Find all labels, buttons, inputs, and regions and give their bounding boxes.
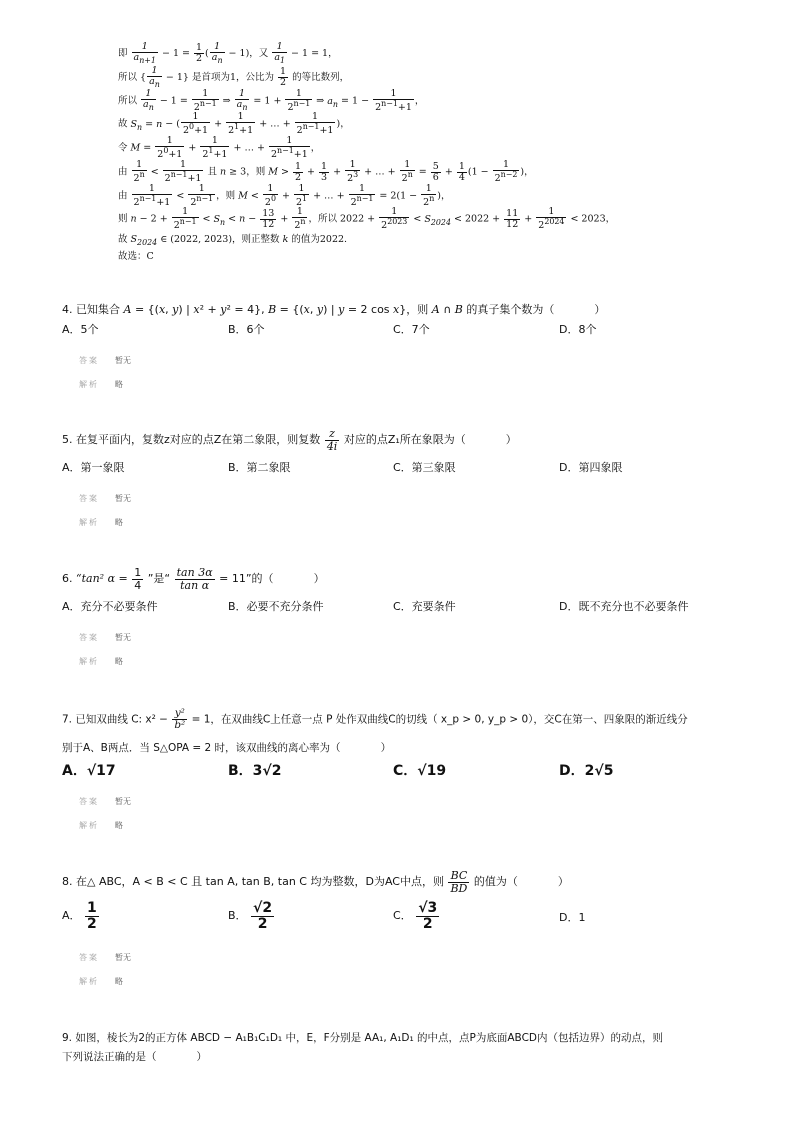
- answer-label: 答案: [79, 633, 99, 642]
- analysis-label: 解析: [79, 977, 99, 986]
- answer-label: 答案: [79, 953, 99, 962]
- question-stem: 4. 已知集合 A = {(x, y) | x² + y² = 4}, B = {(x, y) | y = 2 cos x}，则 A ∩ B 的真子集个数为（ ）: [62, 303, 606, 316]
- solution-line-10: 故选：C: [118, 251, 154, 262]
- solution-line-6: 由 $\frac{1}{2^n}$ < $\frac{1}{2^{n-1}+1}$ 且 n ≥ 3，则 M > $\frac{1}{2}$ + $\frac{1}{3}$ + $\frac{1}{2^3}$ + … + $\frac{1}{2^n}$ = $\frac{5}{6}$ + $\frac{1}{4}$ (1 − $\frac{1}{2^{n-2}}$ )，: [118, 159, 534, 185]
- option-a: A．第一象限: [62, 461, 125, 474]
- analysis-value: 略: [115, 380, 123, 389]
- question-stem: 5. 在复平面内，复数z对应的点Z在第二象限，则复数 $\frac{z}{4i}$ 对应的点Z₁所在象限为（ ）: [62, 427, 517, 453]
- question-stem-line-2: 下列说法正确的是（ ）: [62, 1051, 207, 1063]
- option-a: A． $\frac{1}{2}$: [62, 900, 97, 932]
- answer-value: 暂无: [115, 953, 131, 962]
- answer-label: 答案: [79, 797, 99, 806]
- option-d: D．2√5: [559, 763, 614, 779]
- option-b: B． $\frac{√2}{2}$: [228, 900, 273, 932]
- option-d: D．第四象限: [559, 461, 623, 474]
- solution-line-8: 则 n − 2 + $\frac{1}{2^{n-1}}$ < $S_n < n$ − $\frac{13}{12}$ + $\frac{1}{2^n}$ ，所以 2022 + $\frac{1}{2^{2023}}$ < $S_{2024} < 2022$ + $\frac{11}{12}$ + $\frac{1}{2^{2024}}$ < 2023，: [118, 206, 616, 232]
- answer-value: 暂无: [115, 797, 131, 806]
- question-stem-line-1: 7. 已知双曲线 C: x² − $\frac{\text{y²}}{\text{b²}}$ = 1，在双曲线C上任意一点 P 处作双曲线C的切线（ x_p > 0, y_p > 0），交C在第一、四象限的渐近线分: [62, 707, 688, 732]
- option-b: B．3√2: [228, 763, 282, 779]
- analysis-value: 略: [115, 518, 123, 527]
- answer-label: 答案: [79, 494, 99, 503]
- solution-line-1: 即 $\frac{1}{a_{n+1}}$ − 1 = $\frac{1}{2}$ ( $\frac{1}{a_n}$ − 1)，又 $\frac{1}{a_1}$ − 1 = 1，: [118, 41, 338, 65]
- analysis-label: 解析: [79, 380, 99, 389]
- analysis-label: 解析: [79, 821, 99, 830]
- question-stem: 8. 在△ ABC，A < B < C 且 tan A, tan B, tan C 均为整数，D为AC中点，则 $\frac{BC}{BD}$ 的值为（ ）: [62, 869, 569, 895]
- solution-line-5: 令 M = $\frac{1}{2^0+1}$ + $\frac{1}{2^1+1}$ + … + $\frac{1}{2^{n-1}+1}$ ，: [118, 135, 321, 161]
- solution-line-7: 由 $\frac{1}{2^{n-1}+1}$ < $\frac{1}{2^{n-1}}$ ，则 M < $\frac{1}{2^0}$ + $\frac{1}{2^1}$ + … + $\frac{1}{2^{n-1}}$ = 2(1 − $\frac{1}{2^n}$ )，: [118, 183, 451, 209]
- analysis-value: 略: [115, 657, 123, 666]
- answer-label: 答案: [79, 356, 99, 365]
- option-c: C．第三象限: [393, 461, 456, 474]
- solution-line-4: 故 $S_n = n$ − ( $\frac{1}{2^0+1}$ + $\frac{1}{2^1+1}$ + … + $\frac{1}{2^{n-1}+1}$ )，: [118, 111, 350, 137]
- analysis-value: 略: [115, 821, 123, 830]
- option-d: D．既不充分也不必要条件: [559, 600, 689, 613]
- question-stem-line-1: 9. 如图，棱长为2的正方体 ABCD − A₁B₁C₁D₁ 中，E，F分别是 AA₁, A₁D₁ 的中点，点P为底面ABCD内（包括边界）的动点，则: [62, 1032, 663, 1044]
- answer-value: 暂无: [115, 494, 131, 503]
- solution-line-2: 所以 { $\frac{1}{a_n}$ − 1} 是首项为1，公比为 $\frac{1}{2}$ 的等比数列，: [118, 65, 350, 89]
- option-a: A．5个: [62, 323, 99, 336]
- solution-line-3: 所以 $\frac{1}{a_n}$ − 1 = $\frac{1}{2^{n-1}}$ ⇒ $\frac{1}{a_n}$ = 1 + $\frac{1}{2^{n-1}}$ ⇒ $a_n = 1$ − $\frac{1}{2^{n-1}+1}$ ，: [118, 88, 425, 114]
- option-a: A．√17: [62, 763, 116, 779]
- analysis-label: 解析: [79, 657, 99, 666]
- option-b: B．6个: [228, 323, 265, 336]
- option-a: A．充分不必要条件: [62, 600, 158, 613]
- solution-line-9: 故 $S_{2024}$ ∈ (2022, 2023)，则正整数 k 的值为2022.: [118, 234, 348, 247]
- question-stem-line-2: 别于A、B两点．当 S△OPA = 2 时，该双曲线的离心率为（ ）: [62, 742, 392, 754]
- option-c: C．7个: [393, 323, 430, 336]
- option-c: C．√19: [393, 763, 447, 779]
- option-b: B．必要不充分条件: [228, 600, 324, 613]
- option-d: D．1: [559, 911, 586, 924]
- analysis-value: 略: [115, 977, 123, 986]
- answer-value: 暂无: [115, 633, 131, 642]
- question-stem: 6. “tan² α = $\frac{1}{4}$ ”是“ $\frac{\tan 3\alpha}{\text{tan α}}$ = 11”的（ ）: [62, 566, 325, 592]
- analysis-label: 解析: [79, 518, 99, 527]
- option-c: C． $\frac{√3}{2}$: [393, 900, 438, 932]
- option-b: B．第二象限: [228, 461, 291, 474]
- option-d: D．8个: [559, 323, 597, 336]
- answer-value: 暂无: [115, 356, 131, 365]
- option-c: C．充要条件: [393, 600, 456, 613]
